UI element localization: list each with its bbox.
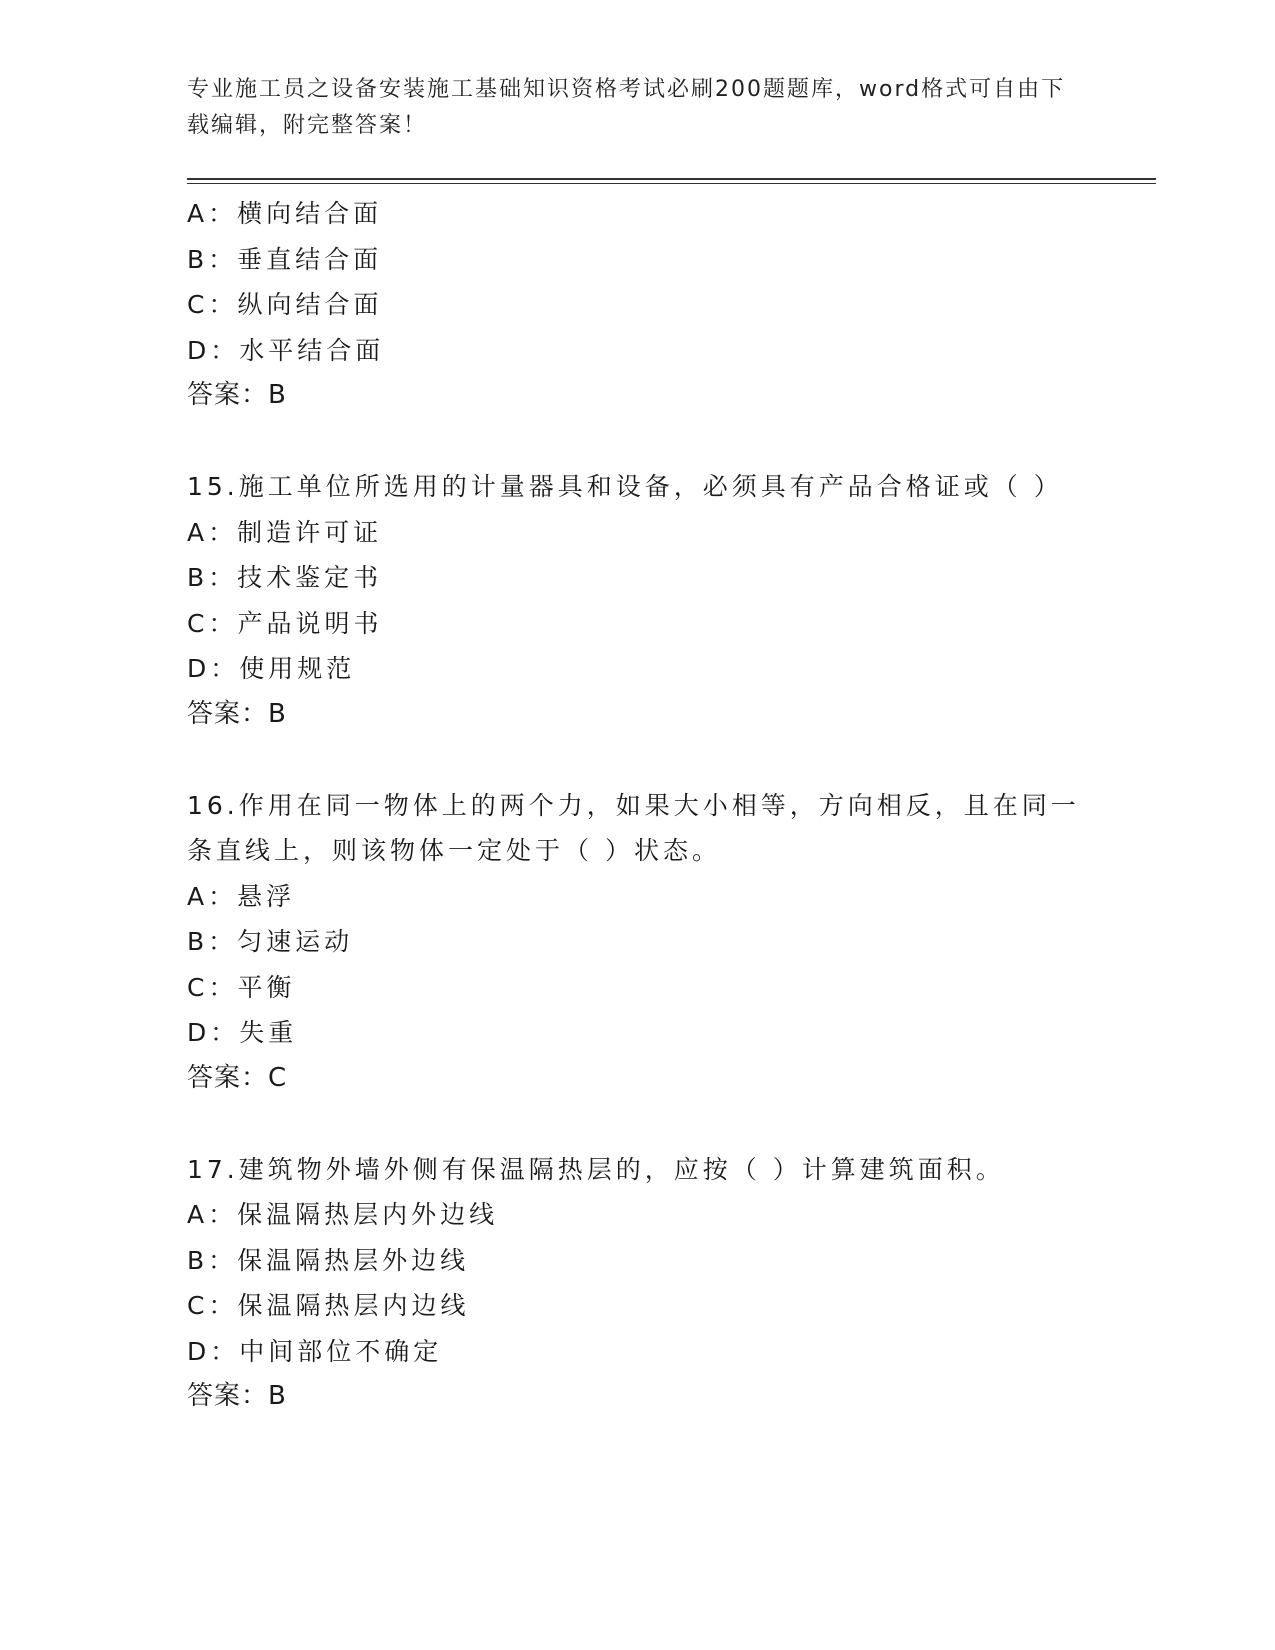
question-list [187,191,1107,1420]
option-c: C：纵向结合面 [187,290,383,319]
option-b: B：垂直结合面 [187,244,383,274]
option-d: D：使用规范 [187,654,356,683]
option-a: A：横向结合面 [187,199,383,228]
question-block-15 [187,464,1107,737]
option-c: C：平衡 [187,972,296,1002]
spacer [187,419,1107,465]
spacer [187,1101,1107,1147]
option-d: D：中间部位不确定 [187,1336,443,1366]
option-c: C：保温隔热层内边线 [187,1291,470,1320]
question-block-16 [187,783,1107,1102]
question-text: 15.施工单位所选用的计量器具和设备，必须具有产品合格证或（ ） [187,472,1063,501]
document-title: 专业施工员之设备安装施工基础知识资格考试必刷200题题库，word格式可自由下载编辑，附完整答案！ [187,77,1066,138]
option-c: C：产品说明书 [187,608,383,638]
option-a: A：制造许可证 [187,517,383,547]
spacer [187,737,1107,783]
option-b: B：保温隔热层外边线 [187,1245,470,1275]
option-b: B：技术鉴定书 [187,563,383,592]
option-d: D：失重 [187,1018,298,1047]
header-divider-thick [187,178,1156,180]
header-divider-thin [187,183,1156,184]
answer-line: 答案：C [187,1062,288,1093]
question-block-17 [187,1147,1107,1420]
answer-line: 答案：B [187,698,287,729]
option-d: D：水平结合面 [187,335,385,365]
question-block-14 [187,191,1107,419]
option-b: B：匀速运动 [187,927,354,956]
answer-line: 答案：B [187,1381,287,1411]
answer-line: 答案：B [187,380,287,410]
option-a: A：保温隔热层内外边线 [187,1200,499,1229]
question-text: 16.作用在同一物体上的两个力，如果大小相等，方向相反，且在同一条直线上，则该物体一定处于（ ）状态。 [187,790,1080,865]
option-a: A：悬浮 [187,881,296,911]
question-text: 17.建筑物外墙外侧有保温隔热层的，应按（ ）计算建筑面积。 [187,1154,1005,1184]
